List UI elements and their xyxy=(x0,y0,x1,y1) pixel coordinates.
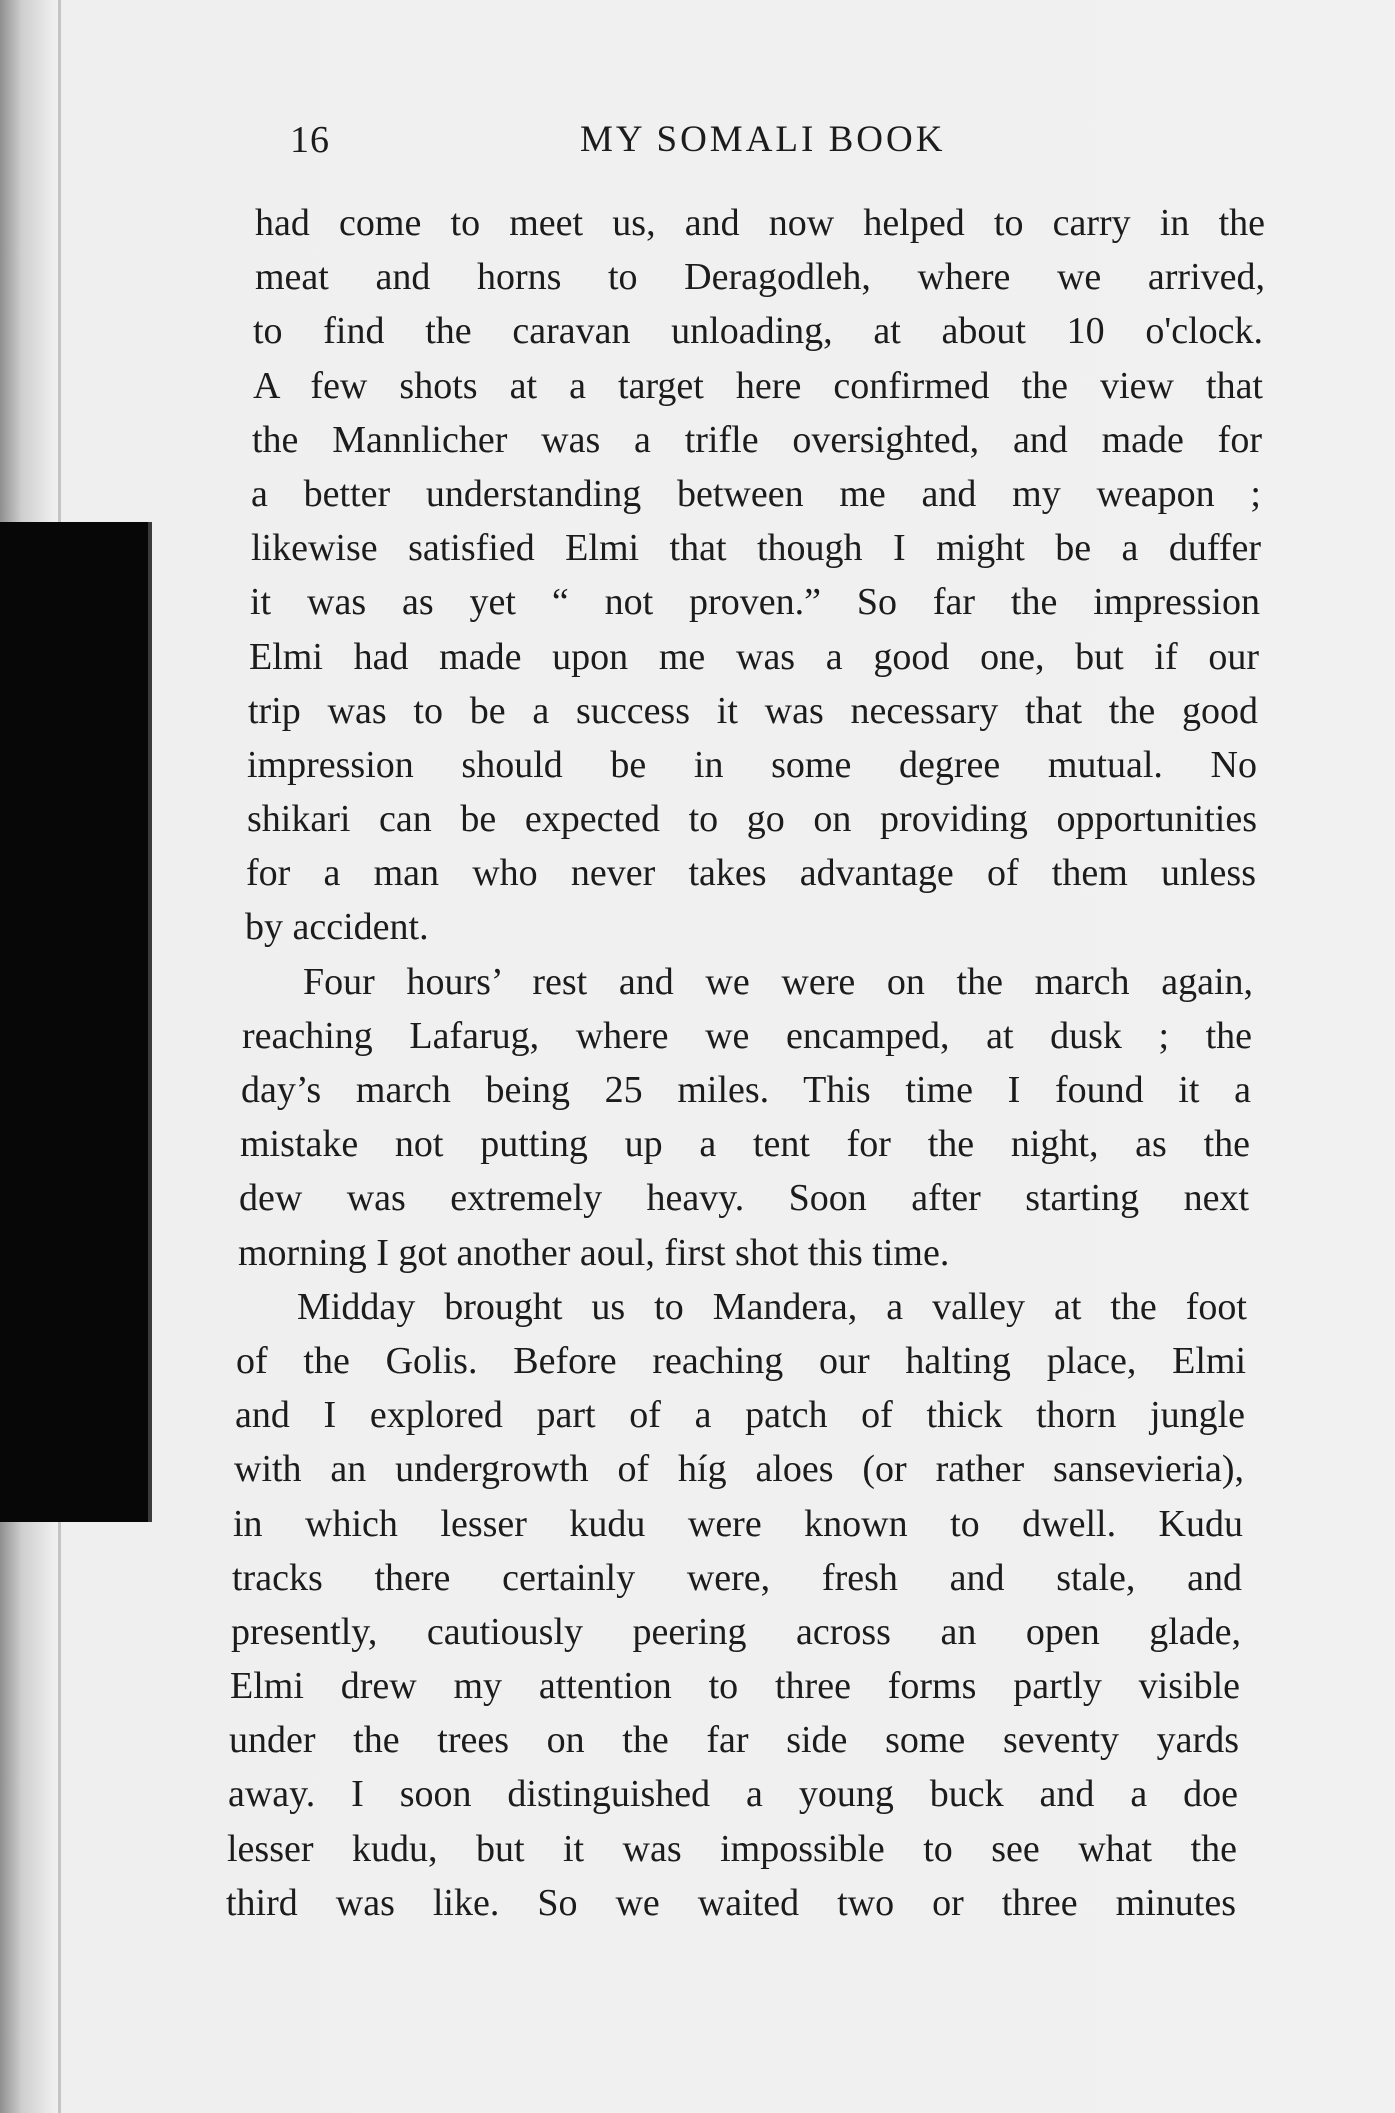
text-line: A few shots at a target here confirmed the view that xyxy=(253,364,1263,407)
page-number: 16 xyxy=(290,119,330,161)
text-line: with an undergrowth of híg aloes (or rather sansevieria), xyxy=(234,1448,1244,1491)
text-line: of the Golis. Before reaching our halting place, Elmi xyxy=(236,1339,1246,1382)
text-line: day’s march being 25 miles. This time I found it a xyxy=(241,1069,1251,1111)
text-line: tracks there certainly were, fresh and stale, and xyxy=(232,1556,1242,1599)
text-line: meat and horns to Deragodleh, where we arrived, xyxy=(255,256,1265,299)
text-line: Elmi had made upon me was a good one, but if our xyxy=(249,635,1259,678)
text-line: the Mannlicher was a trifle oversighted, and made for xyxy=(252,418,1262,461)
text-line: morning I got another aoul, first shot this time. xyxy=(238,1231,950,1274)
text-line: impression should be in some degree mutual. No xyxy=(247,743,1257,786)
text-line: a better understanding between me and my weapon ; xyxy=(251,472,1261,515)
text-line: Midday brought us to Mandera, a valley at the foot xyxy=(297,1285,1247,1328)
text-line: to find the caravan unloading, at about 10 o'clock. xyxy=(253,310,1263,353)
text-line: had come to meet us, and now helped to carry in the xyxy=(255,202,1265,244)
text-line: lesser kudu, but it was impossible to see what the xyxy=(227,1827,1237,1870)
text-line: and I explored part of a patch of thick thorn jungle xyxy=(235,1394,1245,1437)
text-line: it was as yet “ not proven.” So far the impression xyxy=(250,581,1260,624)
text-line: by accident. xyxy=(245,906,429,949)
page-tab-marker xyxy=(0,522,152,1522)
text-line: for a man who never takes advantage of them unless xyxy=(246,852,1256,895)
body-text xyxy=(226,196,1265,1930)
text-line: under the trees on the far side some seventy yards xyxy=(229,1719,1239,1762)
running-title: MY SOMALI BOOK xyxy=(580,119,946,160)
text-line: shikari can be expected to go on providing opportunities xyxy=(247,798,1257,841)
text-line: Four hours’ rest and we were on the march again, xyxy=(303,960,1253,1003)
text-line: likewise satisfied Elmi that though I might be a duffer xyxy=(251,527,1261,570)
text-line: in which lesser kudu were known to dwell. Kudu xyxy=(233,1502,1243,1545)
text-line: Elmi drew my attention to three forms partly visible xyxy=(230,1665,1240,1708)
text-line: away. I soon distinguished a young buck and a doe xyxy=(228,1773,1238,1816)
text-line: third was like. So we waited two or three minutes xyxy=(226,1881,1236,1924)
page-header xyxy=(290,118,1310,178)
text-line: reaching Lafarug, where we encamped, at dusk ; the xyxy=(242,1014,1252,1057)
text-line: mistake not putting up a tent for the night, as the xyxy=(240,1123,1250,1166)
text-line: dew was extremely heavy. Soon after starting next xyxy=(239,1177,1249,1220)
text-line: presently, cautiously peering across an open glade, xyxy=(231,1610,1241,1653)
text-line: trip was to be a success it was necessary that the good xyxy=(248,689,1258,732)
